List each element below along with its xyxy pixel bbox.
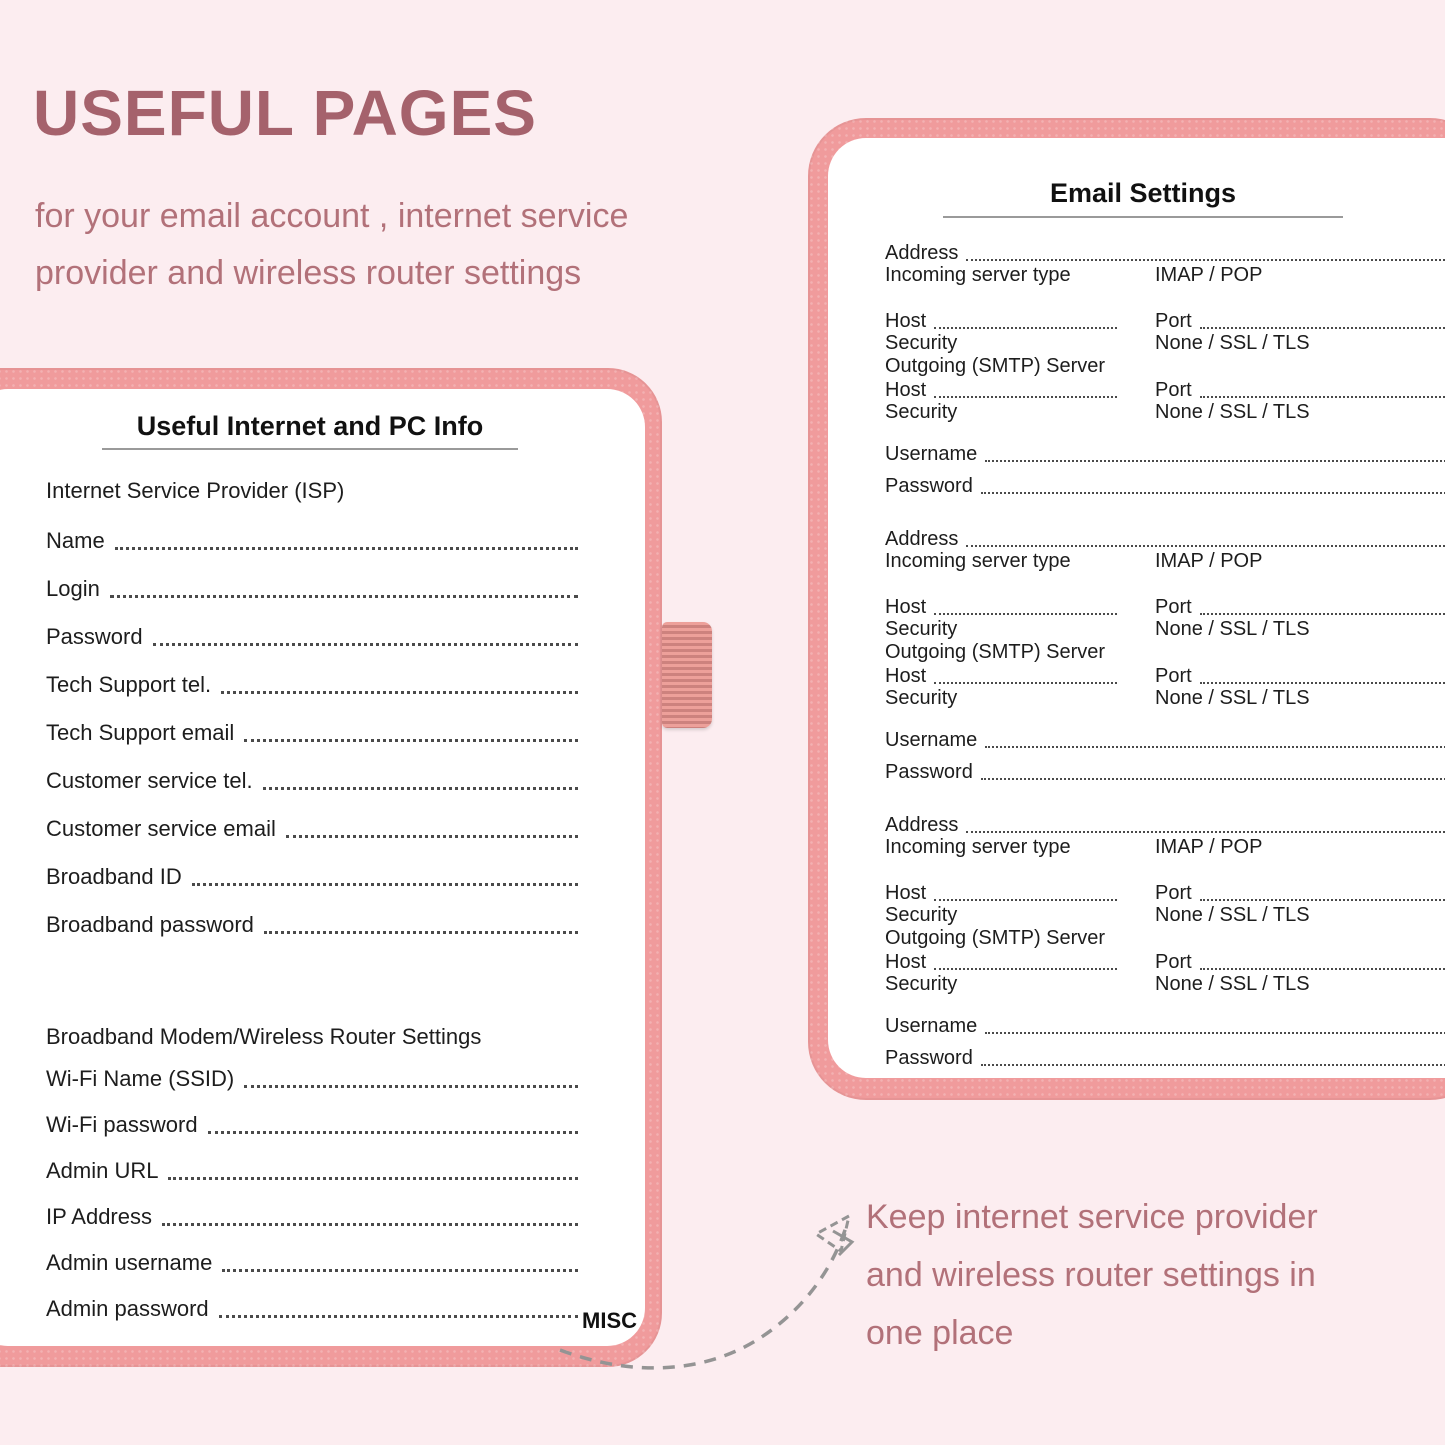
option-cell [1155,618,1445,640]
field-label: Port [1155,882,1192,904]
pen-loop [662,622,712,728]
field-label-cell [1155,665,1445,687]
dotted-line [219,1315,578,1318]
page-title: USEFUL PAGES [33,77,537,149]
field-label: Password [885,1047,973,1069]
form-row [46,1112,578,1138]
field-label-cell [885,973,1147,995]
option-cell [1155,904,1445,926]
form-row [46,1250,578,1276]
router-field-rows [46,1066,578,1322]
field-label: IP Address [46,1204,152,1229]
form-row [46,1204,578,1230]
dotted-line [153,643,578,646]
dotted-line [168,1177,578,1180]
field-label-cell [885,687,1147,709]
dotted-line [966,831,1445,833]
dotted-line [981,778,1445,780]
field-label: Admin URL [46,1158,159,1183]
arrowhead-icon [816,1216,849,1251]
dotted-line [934,327,1117,329]
email-address-row [885,814,1445,836]
field-label-cell [885,310,1147,332]
field-label-cell [885,882,1147,904]
dotted-line [985,746,1445,748]
option-text: None / SSL / TLS [1155,332,1310,354]
field-label: Port [1155,379,1192,401]
field-label: Port [1155,951,1192,973]
dotted-line [1200,682,1445,684]
form-row [46,528,578,554]
option-text: IMAP / POP [1155,550,1263,572]
dotted-line [264,931,578,934]
option-cell [1155,836,1445,858]
dotted-line [1200,613,1445,615]
field-label: Address [885,528,959,550]
subtitle-line-1: for your email account , internet service [35,197,629,235]
form-row [46,864,578,890]
field-label-cell [885,332,1147,354]
field-label: Host [885,379,927,401]
field-label: Broadband password [46,912,254,937]
caption-text [866,1188,1318,1362]
dotted-line [934,613,1117,615]
dotted-line [966,259,1445,261]
password-row [885,475,1445,497]
option-text: IMAP / POP [1155,264,1263,286]
field-label: Host [885,665,927,687]
field-label-cell [885,550,1147,572]
email-block [885,528,1445,783]
right-page-heading: Email Settings [943,178,1343,218]
dotted-line [162,1223,578,1226]
notebook-cover-right [808,118,1445,1100]
dotted-line [934,396,1117,398]
username-row [885,443,1445,465]
incoming-security-row [885,332,1445,354]
outgoing-host-port-row [885,665,1445,687]
outgoing-host-port-row [885,951,1445,973]
dotted-line [934,899,1117,901]
field-label: Security [885,687,958,709]
field-label: Security [885,332,958,354]
form-row [46,720,578,746]
option-text: None / SSL / TLS [1155,973,1310,995]
caption-line-2: and wireless router settings in [866,1256,1316,1294]
field-label: Port [1155,665,1192,687]
field-label: Name [46,528,105,553]
dotted-line [934,968,1117,970]
option-cell [1155,973,1445,995]
field-label-cell [885,836,1147,858]
form-row [46,576,578,602]
section-header-isp: Internet Service Provider (ISP) [46,478,345,503]
field-label-cell [885,401,1147,423]
email-block [885,242,1445,497]
form-row [46,1066,578,1092]
outgoing-security-row [885,973,1445,995]
field-label-cell [1155,596,1445,618]
field-label: Customer service email [46,816,276,841]
form-row [46,912,578,938]
notebook-cover-left [0,368,662,1367]
password-row [885,1047,1445,1069]
dotted-line [222,1269,578,1272]
field-label: Port [1155,310,1192,332]
email-block [885,814,1445,1069]
email-address-row [885,242,1445,264]
caption-line-1: Keep internet service provider [866,1198,1318,1236]
field-label: Incoming server type [885,836,1071,858]
dotted-line [985,1032,1445,1034]
form-row [46,1296,578,1322]
dotted-line [934,682,1117,684]
field-label: Host [885,882,927,904]
username-row [885,1015,1445,1037]
field-label: Security [885,401,958,423]
option-cell [1155,401,1445,423]
field-label-cell [1155,882,1445,904]
option-cell [1155,550,1445,572]
incoming-server-row [885,550,1445,572]
field-label: Login [46,576,100,601]
dotted-line [221,691,578,694]
field-label: Security [885,618,958,640]
field-label: Password [885,761,973,783]
field-label: Broadband ID [46,864,182,889]
field-label: Wi-Fi Name (SSID) [46,1066,235,1091]
field-label: Wi-Fi password [46,1112,198,1137]
field-label: Admin password [46,1296,209,1321]
field-label-cell [885,618,1147,640]
incoming-security-row [885,904,1445,926]
subtitle-line-2: provider and wireless router settings [35,254,582,292]
dotted-line [110,595,578,598]
outgoing-security-row [885,401,1445,423]
isp-field-rows [46,528,578,938]
dotted-line [1200,327,1445,329]
misc-corner-label: MISC [582,1308,637,1333]
field-label: Port [1155,596,1192,618]
field-label-cell [885,904,1147,926]
option-cell [1155,332,1445,354]
dotted-line [192,883,578,886]
field-label-cell [1155,310,1445,332]
left-page-heading: Useful Internet and PC Info [102,411,518,450]
notebook-page-left [0,389,645,1346]
dotted-line [985,460,1445,462]
dotted-line [263,787,578,790]
page-subtitle [35,188,628,302]
dotted-line [286,835,578,838]
field-label: Address [885,242,959,264]
field-label: Username [885,1015,978,1037]
field-label: Username [885,443,978,465]
outgoing-server-row [885,355,1445,377]
outgoing-security-row [885,687,1445,709]
field-label: Outgoing (SMTP) Server [885,641,1106,663]
section-header-router: Broadband Modem/Wireless Router Settings [46,1024,482,1049]
option-text: None / SSL / TLS [1155,618,1310,640]
form-row [46,768,578,794]
outgoing-host-port-row [885,379,1445,401]
dotted-line [981,1064,1445,1066]
field-label: Host [885,310,927,332]
field-label-cell [1155,379,1445,401]
right-page-content [885,178,1445,1100]
email-address-row [885,528,1445,550]
dotted-line [966,545,1445,547]
field-label: Tech Support email [46,720,235,745]
field-label: Password [885,475,973,497]
dotted-line [1200,396,1445,398]
incoming-host-port-row [885,596,1445,618]
incoming-security-row [885,618,1445,640]
dotted-line [981,492,1445,494]
field-label: Password [46,624,143,649]
dotted-line [244,739,578,742]
form-row [46,624,578,650]
dotted-line [1200,899,1445,901]
incoming-host-port-row [885,310,1445,332]
field-label: Security [885,973,958,995]
username-row [885,729,1445,751]
field-label-cell [1155,951,1445,973]
field-label: Username [885,729,978,751]
option-cell [1155,687,1445,709]
incoming-server-row [885,264,1445,286]
option-text: None / SSL / TLS [1155,904,1310,926]
form-row [46,816,578,842]
field-label: Outgoing (SMTP) Server [885,355,1106,377]
outgoing-server-row [885,641,1445,663]
field-label-cell [885,951,1147,973]
field-label-cell [885,665,1147,687]
email-blocks [885,242,1445,1069]
field-label: Incoming server type [885,550,1071,572]
dotted-line [115,547,578,550]
password-row [885,761,1445,783]
dotted-line [208,1131,578,1134]
field-label: Host [885,596,927,618]
field-label: Admin username [46,1250,213,1275]
option-text: IMAP / POP [1155,836,1263,858]
field-label: Customer service tel. [46,768,253,793]
field-label: Host [885,951,927,973]
form-row [46,1158,578,1184]
caption-line-3: one place [866,1314,1014,1352]
outgoing-server-row [885,927,1445,949]
field-label-cell [885,596,1147,618]
dotted-line [1200,968,1445,970]
option-text: None / SSL / TLS [1155,401,1310,423]
left-page-content [46,411,578,1342]
incoming-host-port-row [885,882,1445,904]
field-label: Outgoing (SMTP) Server [885,927,1106,949]
notebook-page-right [828,138,1445,1078]
field-label-cell [885,264,1147,286]
field-label: Incoming server type [885,264,1071,286]
option-text: None / SSL / TLS [1155,687,1310,709]
field-label-cell [885,379,1147,401]
field-label: Security [885,904,958,926]
incoming-server-row [885,836,1445,858]
dotted-line [244,1085,578,1088]
field-label: Address [885,814,959,836]
form-row [46,672,578,698]
option-cell [1155,264,1445,286]
field-label: Tech Support tel. [46,672,212,697]
